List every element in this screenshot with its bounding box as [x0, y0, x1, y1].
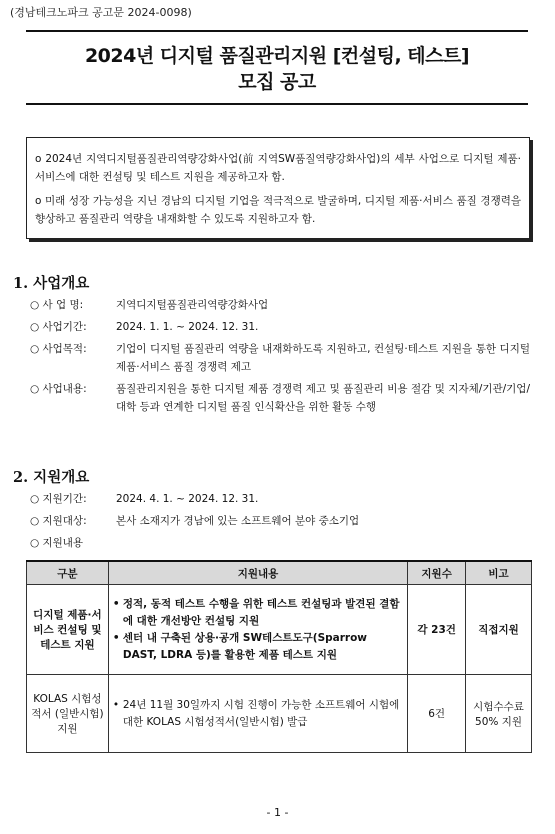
table-cell-content [108, 585, 407, 675]
table-cell-count: 각 23건 [408, 585, 466, 675]
section2-item-support [30, 534, 83, 552]
section2-item-period-value: 2024. 4. 1. ~ 2024. 12. 31. [116, 493, 259, 505]
table-cell-note: 시험수수료 50% 지원 [466, 675, 532, 753]
intro-paragraph-2: o 미래 성장 가능성을 지닌 경남의 디지털 기업을 적극적으로 발굴하며, 디지털 제품·서비스 품질 경쟁력을 향상하고 품질관리 역량을 내재화할 수 있도록 지원하고자 함. [35, 195, 521, 225]
item-key: ○ 지원내용 [30, 537, 84, 549]
section1-item-name [30, 296, 83, 314]
section2-item-target [30, 512, 87, 530]
table-header-count: 지원수 [408, 561, 466, 585]
section1-item-period [30, 318, 87, 336]
section1-heading: 1. 사업개요 [13, 275, 90, 292]
section1-item-content-value: 품질관리지원을 통한 디지털 제품 경쟁력 제고 및 품질관리 비용 절감 및 지자체/기관/기업/대학 등과 연계한 디지털 품질 인식확산을 위한 활동 수행 [116, 383, 530, 413]
title-bottom-rule [26, 103, 528, 105]
page-title-line2: 모집 공고 [238, 71, 316, 93]
item-key: ○ 지원기간: [30, 493, 87, 505]
section1-item-period-value: 2024. 1. 1. ~ 2024. 12. 31. [116, 321, 259, 333]
section1-item-purpose [30, 340, 87, 358]
section2-heading: 2. 지원개요 [13, 469, 90, 486]
list-item: • 센터 내 구축된 상용·공개 SW테스트도구(Sparrow DAST, LDRA 등)를 활용한 제품 테스트 지원 [113, 630, 403, 664]
item-key: ○ 사업기간: [30, 321, 87, 333]
table-cell-category: 디지털 제품·서비스 컨설팅 및 테스트 지원 [27, 585, 109, 675]
title-top-rule [26, 30, 528, 32]
table-row [27, 675, 532, 753]
page-title-line1: 2024년 디지털 품질관리지원 [컨설팅, 테스트] [84, 45, 470, 67]
item-key: ○ 사 업 명: [30, 299, 84, 311]
table-cell-category: KOLAS 시험성적서 (일반시험) 지원 [27, 675, 109, 753]
section1-item-name-value: 지역디지털품질관리역량강화사업 [116, 299, 269, 311]
section2-item-target-value: 본사 소재지가 경남에 있는 소프트웨어 분야 중소기업 [116, 515, 360, 527]
table-header-note: 비고 [466, 561, 532, 585]
document-number: (경남테크노파크 공고문 2024-0098) [10, 6, 192, 19]
section1-item-purpose-value: 기업이 디지털 품질관리 역량을 내재화하도록 지원하고, 컨설팅·테스트 지원을 통한 디지털 제품·서비스 품질 경쟁력 제고 [116, 343, 530, 373]
table-row [27, 585, 532, 675]
list-item: • 정적, 동적 테스트 수행을 위한 테스트 컨설팅과 발견된 결함에 대한 개선방안 컨설팅 지원 [113, 596, 403, 630]
table-header-content: 지원내용 [108, 561, 407, 585]
intro-box [26, 137, 530, 239]
item-key: ○ 사업목적: [30, 343, 87, 355]
table-header-row [27, 561, 532, 585]
section1-item-content [30, 380, 87, 398]
intro-paragraph-1: o 2024년 지역디지털품질관리역량강화사업(前 지역SW품질역량강화사업)의 세부 사업으로 디지털 제품·서비스에 대한 컨설팅 및 테스트 지원을 제공하고자 함. [35, 153, 521, 183]
table-cell-count: 6건 [408, 675, 466, 753]
table-header-category: 구분 [27, 561, 109, 585]
section2-item-period [30, 490, 87, 508]
support-table [26, 560, 532, 753]
list-item: • 24년 11월 30일까지 시험 진행이 가능한 소프트웨어 시험에 대한 KOLAS 시험성적서(일반시험) 발급 [113, 697, 403, 731]
item-key: ○ 사업내용: [30, 383, 87, 395]
table-cell-content [108, 675, 407, 753]
page-number: - 1 - [266, 806, 289, 819]
item-key: ○ 지원대상: [30, 515, 87, 527]
table-cell-note: 직접지원 [466, 585, 532, 675]
